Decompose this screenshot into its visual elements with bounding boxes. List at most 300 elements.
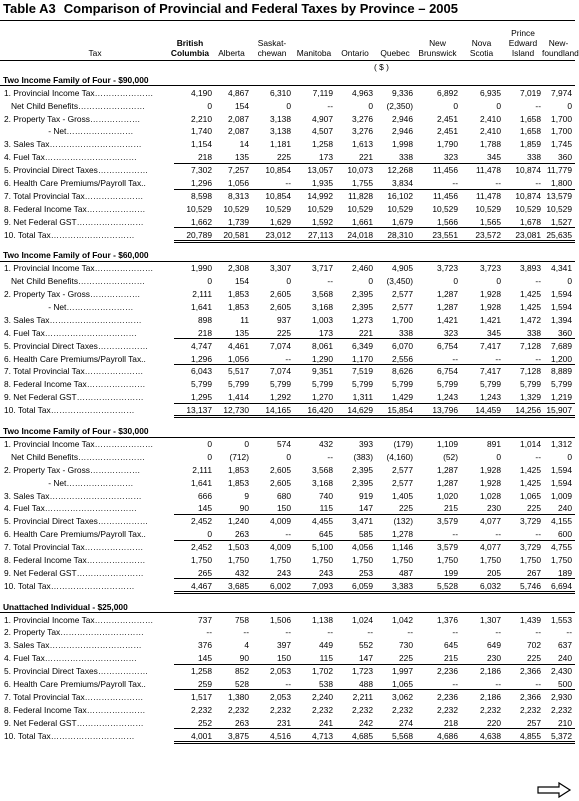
cell-value: 10,529	[347, 203, 373, 214]
cell-value: 360	[558, 152, 572, 163]
table-row	[0, 541, 575, 554]
cell-value: 1,853	[228, 289, 249, 300]
cell-value: 274	[399, 717, 413, 728]
cell-value: 574	[277, 438, 291, 449]
cell-value: --	[407, 627, 413, 638]
cell-value: 23,081	[515, 229, 541, 240]
double-rule	[174, 415, 575, 418]
row-label: 6. Health Care Premiums/Payroll Tax..	[4, 178, 146, 189]
cell-value: 393	[359, 438, 373, 449]
cell-value: 2,556	[392, 353, 413, 364]
row-label: 10. Total Tax…………………………	[4, 730, 135, 741]
cell-value: 1,527	[551, 216, 572, 227]
cell-value: 1,503	[228, 542, 249, 553]
table-row	[0, 190, 575, 203]
cell-value: 0	[207, 451, 212, 462]
row-label: 7. Total Provincial Tax…………………	[4, 366, 144, 377]
cell-value: 4,867	[228, 87, 249, 98]
row-label: 7. Total Provincial Tax…………………	[4, 542, 144, 553]
cell-value: 10,529	[475, 203, 501, 214]
cell-value: 14,165	[265, 405, 291, 416]
cell-value: 3,685	[228, 580, 249, 591]
cell-value: 8,626	[392, 366, 413, 377]
cell-value: 2,232	[312, 704, 333, 715]
cell-value: 11	[240, 314, 249, 325]
cell-value: 231	[277, 717, 291, 728]
cell-value: --	[285, 678, 291, 689]
section-heading-label: Unattached Individual - $25,000	[3, 601, 128, 612]
double-rule	[174, 591, 575, 594]
table-row	[0, 515, 575, 528]
cell-value: 1,594	[551, 464, 572, 475]
cell-value: 7,128	[520, 340, 541, 351]
table-row	[0, 125, 575, 138]
double-rule	[174, 240, 575, 243]
cell-value: 150	[277, 503, 291, 514]
row-label: 4. Fuel Tax……………………………	[4, 327, 137, 338]
cell-value: 5,517	[228, 366, 249, 377]
right-arrow-outline-icon[interactable]	[537, 782, 571, 798]
cell-value: 1,240	[228, 516, 249, 527]
cell-value: 220	[487, 717, 501, 728]
tax-comparison-table	[0, 61, 575, 742]
cell-value: 4,467	[191, 580, 212, 591]
cell-value: 12,268	[387, 165, 413, 176]
cell-value: 376	[198, 640, 212, 651]
row-label: 10. Total Tax…………………………	[4, 405, 135, 416]
row-label: 5. Provincial Direct Taxes………………	[4, 516, 149, 527]
cell-value: 240	[558, 503, 572, 514]
column-header: Manitoba	[296, 48, 332, 58]
cell-value: 1,998	[392, 139, 413, 150]
cell-value: --	[535, 100, 541, 111]
cell-value: --	[495, 353, 501, 364]
cell-value: 7,074	[270, 340, 291, 351]
row-label: 9. Net Federal GST……………………	[4, 567, 144, 578]
cell-value: 252	[198, 717, 212, 728]
cell-value: 0	[207, 276, 212, 287]
cell-value: --	[495, 678, 501, 689]
cell-value: 1,109	[437, 438, 458, 449]
cell-value: 1,853	[228, 302, 249, 313]
double-rule	[174, 741, 575, 744]
cell-value: 14,629	[347, 405, 373, 416]
cell-value: 173	[319, 327, 333, 338]
cell-value: 3,723	[437, 263, 458, 274]
cell-value: 2,946	[392, 126, 413, 137]
table-row	[0, 203, 575, 216]
cell-value: 4,685	[352, 730, 373, 741]
cell-value: 2,232	[392, 704, 413, 715]
cell-value: 2,410	[480, 113, 501, 124]
cell-value: 4,341	[551, 263, 572, 274]
table-row	[0, 216, 575, 229]
cell-value: 1,154	[191, 139, 212, 150]
cell-value: --	[285, 178, 291, 189]
cell-value: 338	[399, 152, 413, 163]
table-row	[0, 502, 575, 515]
cell-value: 7,689	[551, 340, 572, 351]
table-row	[0, 704, 575, 717]
row-label: 10. Total Tax…………………………	[4, 229, 135, 240]
row-label: Net Child Benefits……………………	[4, 100, 146, 111]
cell-value: 488	[359, 678, 373, 689]
table-row	[0, 477, 575, 490]
cell-value: 1,003	[312, 314, 333, 325]
cell-value: 0	[207, 100, 212, 111]
cell-value: 2,232	[270, 704, 291, 715]
cell-value: 1,312	[551, 438, 572, 449]
cell-value: 338	[527, 152, 541, 163]
cell-value: 2,053	[270, 691, 291, 702]
cell-value: 8,889	[551, 366, 572, 377]
cell-value: 4,455	[312, 516, 333, 527]
cell-value: 90	[239, 503, 249, 514]
cell-value: 449	[319, 640, 333, 651]
cell-value: 6,043	[191, 366, 212, 377]
table-row	[0, 678, 575, 691]
cell-value: 0	[567, 100, 572, 111]
table-row	[0, 275, 575, 288]
cell-value: 645	[444, 640, 458, 651]
table-row	[0, 639, 575, 652]
table-row	[0, 301, 575, 314]
cell-value: 0	[496, 451, 501, 462]
cell-value: (3,450)	[386, 276, 413, 287]
cell-value: 1,629	[270, 216, 291, 227]
row-label: 4. Fuel Tax……………………………	[4, 152, 137, 163]
cell-value: 1,750	[480, 554, 501, 565]
cell-value: 242	[359, 717, 373, 728]
cell-value: 225	[527, 653, 541, 664]
cell-value: 4,155	[551, 516, 572, 527]
cell-value: 1,024	[352, 614, 373, 625]
cell-value: --	[327, 627, 333, 638]
cell-value: 2,053	[270, 666, 291, 677]
table-row	[0, 554, 575, 567]
cell-value: (4,160)	[386, 451, 413, 462]
column-header: Quebec	[380, 48, 410, 58]
cell-value: --	[535, 178, 541, 189]
cell-value: 7,128	[520, 366, 541, 377]
cell-value: 6,032	[480, 580, 501, 591]
column-header: British Columbia	[170, 38, 210, 58]
cell-value: 730	[399, 640, 413, 651]
cell-value: 1,296	[191, 353, 212, 364]
cell-value: 1,472	[520, 314, 541, 325]
cell-value: --	[327, 451, 333, 462]
table-row	[0, 652, 575, 665]
cell-value: --	[495, 529, 501, 540]
cell-value: 2,452	[191, 542, 212, 553]
cell-value: 2,232	[352, 704, 373, 715]
row-label: 2. Property Tax - Gross………………	[4, 289, 141, 300]
section-heading-label: Two Income Family of Four - $90,000	[3, 74, 149, 85]
cell-value: --	[285, 529, 291, 540]
cell-value: 4	[244, 640, 249, 651]
cell-value: 14	[239, 139, 249, 150]
cell-value: --	[206, 627, 212, 638]
column-header: Saskat- chewan	[257, 38, 287, 58]
cell-value: (179)	[393, 438, 413, 449]
cell-value: 1,200	[551, 353, 572, 364]
cell-value: 1,425	[520, 464, 541, 475]
cell-value: 2,232	[551, 704, 572, 715]
cell-value: 702	[527, 640, 541, 651]
section-gap	[0, 593, 575, 601]
row-label: 6. Health Care Premiums/Payroll Tax..	[4, 529, 146, 540]
cell-value: 5,799	[437, 379, 458, 390]
cell-value: 432	[319, 438, 333, 449]
cell-value: 6,002	[270, 580, 291, 591]
cell-value: 5,528	[437, 580, 458, 591]
cell-value: 13,796	[432, 405, 458, 416]
cell-value: 267	[527, 567, 541, 578]
cell-value: 3,893	[520, 263, 541, 274]
cell-value: 2,410	[480, 126, 501, 137]
cell-value: 20,789	[186, 229, 212, 240]
cell-value: 1,750	[551, 554, 572, 565]
column-header: Alberta	[218, 48, 245, 58]
cell-value: 5,568	[392, 730, 413, 741]
cell-value: --	[243, 627, 249, 638]
cell-value: 2,577	[392, 477, 413, 488]
cell-value: (2,350)	[386, 100, 413, 111]
cell-value: --	[535, 529, 541, 540]
cell-value: 218	[198, 152, 212, 163]
cell-value: 0	[244, 438, 249, 449]
cell-value: 1,429	[392, 392, 413, 403]
row-label: 1. Provincial Income Tax…………………	[4, 614, 154, 625]
cell-value: 2,395	[352, 464, 373, 475]
cell-value: 1,170	[352, 353, 373, 364]
cell-value: 1,258	[191, 666, 212, 677]
cell-value: 552	[359, 640, 373, 651]
cell-value: 0	[207, 438, 212, 449]
cell-value: --	[452, 178, 458, 189]
cell-value: 1,745	[551, 139, 572, 150]
cell-value: 6,070	[392, 340, 413, 351]
cell-value: 1,307	[480, 614, 501, 625]
table-row	[0, 464, 575, 477]
cell-value: 0	[453, 276, 458, 287]
cell-value: 5,799	[352, 379, 373, 390]
cell-value: 5,100	[312, 542, 333, 553]
cell-value: 1,421	[480, 314, 501, 325]
cell-value: 263	[235, 717, 249, 728]
cell-value: 23,572	[475, 229, 501, 240]
cell-value: 487	[399, 567, 413, 578]
cell-value: 10,529	[265, 203, 291, 214]
cell-value: 0	[286, 100, 291, 111]
tax-column-header: Tax	[88, 48, 102, 58]
cell-value: 898	[198, 314, 212, 325]
cell-value: 2,232	[520, 704, 541, 715]
cell-value: 5,799	[312, 379, 333, 390]
cell-value: 7,519	[352, 366, 373, 377]
cell-value: 3,875	[228, 730, 249, 741]
cell-value: 1,853	[228, 477, 249, 488]
cell-value: 1,020	[437, 490, 458, 501]
cell-value: 2,236	[437, 691, 458, 702]
cell-value: 2,577	[392, 302, 413, 313]
cell-value: 645	[319, 529, 333, 540]
cell-value: --	[535, 678, 541, 689]
cell-value: 1,565	[480, 216, 501, 227]
cell-value: 16,102	[387, 190, 413, 201]
cell-value: 1,439	[520, 614, 541, 625]
cell-value: 6,349	[352, 340, 373, 351]
cell-value: --	[495, 178, 501, 189]
cell-value: 0	[567, 276, 572, 287]
cell-value: 2,236	[437, 666, 458, 677]
cell-value: 0	[453, 100, 458, 111]
cell-value: 1,553	[551, 614, 572, 625]
cell-value: 1,425	[520, 477, 541, 488]
cell-value: 11,779	[547, 165, 572, 176]
cell-value: 852	[235, 666, 249, 677]
cell-value: --	[367, 627, 373, 638]
cell-value: 1,853	[228, 464, 249, 475]
cell-value: --	[285, 627, 291, 638]
cell-value: 2,605	[270, 289, 291, 300]
cell-value: 10,529	[223, 203, 249, 214]
cell-value: 10,529	[186, 203, 212, 214]
cell-value: 3,729	[520, 542, 541, 553]
cell-value: 345	[487, 152, 501, 163]
row-label: 7. Total Provincial Tax…………………	[4, 691, 144, 702]
cell-value: 4,507	[312, 126, 333, 137]
cell-value: 1,414	[228, 392, 249, 403]
row-label: 10. Total Tax…………………………	[4, 580, 135, 591]
cell-value: 1,042	[392, 614, 413, 625]
cell-value: 1,566	[437, 216, 458, 227]
cell-value: 2,577	[392, 464, 413, 475]
cell-value: 1,928	[480, 464, 501, 475]
cell-value: 4,056	[352, 542, 373, 553]
cell-value: --	[452, 678, 458, 689]
cell-value: 1,056	[228, 353, 249, 364]
cell-value: 4,686	[437, 730, 458, 741]
cell-value: 2,232	[228, 704, 249, 715]
cell-value: 6,935	[480, 87, 501, 98]
cell-value: 8,598	[191, 190, 212, 201]
table-row	[0, 262, 575, 275]
cell-value: --	[535, 353, 541, 364]
table-row	[0, 164, 575, 177]
cell-value: 241	[319, 717, 333, 728]
cell-value: 919	[359, 490, 373, 501]
cell-value: 1,290	[312, 353, 333, 364]
cell-value: 147	[359, 653, 373, 664]
cell-value: 2,232	[437, 704, 458, 715]
cell-value: 1,138	[312, 614, 333, 625]
cell-value: 263	[235, 529, 249, 540]
cell-value: 5,746	[520, 580, 541, 591]
cell-value: --	[535, 627, 541, 638]
cell-value: 11,456	[433, 190, 458, 201]
cell-value: 10,874	[515, 165, 541, 176]
cell-value: 259	[198, 678, 212, 689]
table-row	[0, 353, 575, 366]
cell-value: 1,287	[437, 289, 458, 300]
cell-value: 4,907	[312, 113, 333, 124]
row-label: 3. Sales Tax……………………………	[4, 139, 142, 150]
row-label: 3. Sales Tax……………………………	[4, 314, 142, 325]
cell-value: 1,056	[228, 178, 249, 189]
table-row	[0, 490, 575, 503]
cell-value: 3,717	[312, 263, 333, 274]
cell-value: 1,287	[437, 477, 458, 488]
cell-value: 4,638	[480, 730, 501, 741]
section-heading	[0, 425, 575, 438]
cell-value: 1,928	[480, 289, 501, 300]
row-label: 3. Sales Tax……………………………	[4, 490, 142, 501]
row-label: 6. Health Care Premiums/Payroll Tax..	[4, 353, 146, 364]
cell-value: 23,551	[432, 229, 458, 240]
cell-value: 338	[399, 327, 413, 338]
cell-value: 649	[487, 640, 501, 651]
cell-value: 740	[319, 490, 333, 501]
row-label: 2. Property Tax - Gross………………	[4, 113, 141, 124]
cell-value: 221	[359, 327, 373, 338]
cell-value: 1,380	[228, 691, 249, 702]
cell-value: --	[535, 451, 541, 462]
cell-value: 1,700	[551, 113, 572, 124]
cell-value: 0	[567, 451, 572, 462]
cell-value: 145	[198, 503, 212, 514]
column-header: Prince Edward Island	[508, 28, 538, 58]
cell-value: 225	[277, 327, 291, 338]
cell-value: 1,292	[270, 392, 291, 403]
cell-value: 5,799	[191, 379, 212, 390]
cell-value: 199	[444, 567, 458, 578]
table-row	[0, 567, 575, 580]
cell-value: 10,073	[347, 165, 373, 176]
cell-value: (132)	[393, 516, 413, 527]
table-row	[0, 730, 575, 743]
cell-value: 1,014	[520, 438, 541, 449]
cell-value: 2,186	[480, 691, 501, 702]
cell-value: 3,579	[437, 516, 458, 527]
cell-value: 3,138	[270, 126, 291, 137]
row-label: - Net……………………	[4, 302, 134, 313]
cell-value: 2,460	[352, 263, 373, 274]
section-heading-label: Two Income Family of Four - $60,000	[3, 250, 149, 261]
table-row	[0, 288, 575, 301]
cell-value: 1,790	[437, 139, 458, 150]
cell-value: 4,905	[392, 263, 413, 274]
cell-value: 323	[444, 327, 458, 338]
cell-value: 1,329	[520, 392, 541, 403]
cell-value: 135	[235, 152, 249, 163]
cell-value: 2,232	[191, 704, 212, 715]
cell-value: 3,138	[270, 113, 291, 124]
table-row	[0, 404, 575, 417]
cell-value: 218	[198, 327, 212, 338]
cell-value: 12,730	[223, 405, 249, 416]
cell-value: 10,529	[307, 203, 333, 214]
cell-value: 1,750	[228, 554, 249, 565]
table-row	[0, 177, 575, 190]
cell-value: --	[452, 627, 458, 638]
cell-value: 432	[235, 567, 249, 578]
cell-value: 1,679	[392, 216, 413, 227]
cell-value: 1,421	[437, 314, 458, 325]
cell-value: 2,395	[352, 477, 373, 488]
cell-value: 90	[239, 653, 249, 664]
row-label: 9. Net Federal GST……………………	[4, 392, 144, 403]
